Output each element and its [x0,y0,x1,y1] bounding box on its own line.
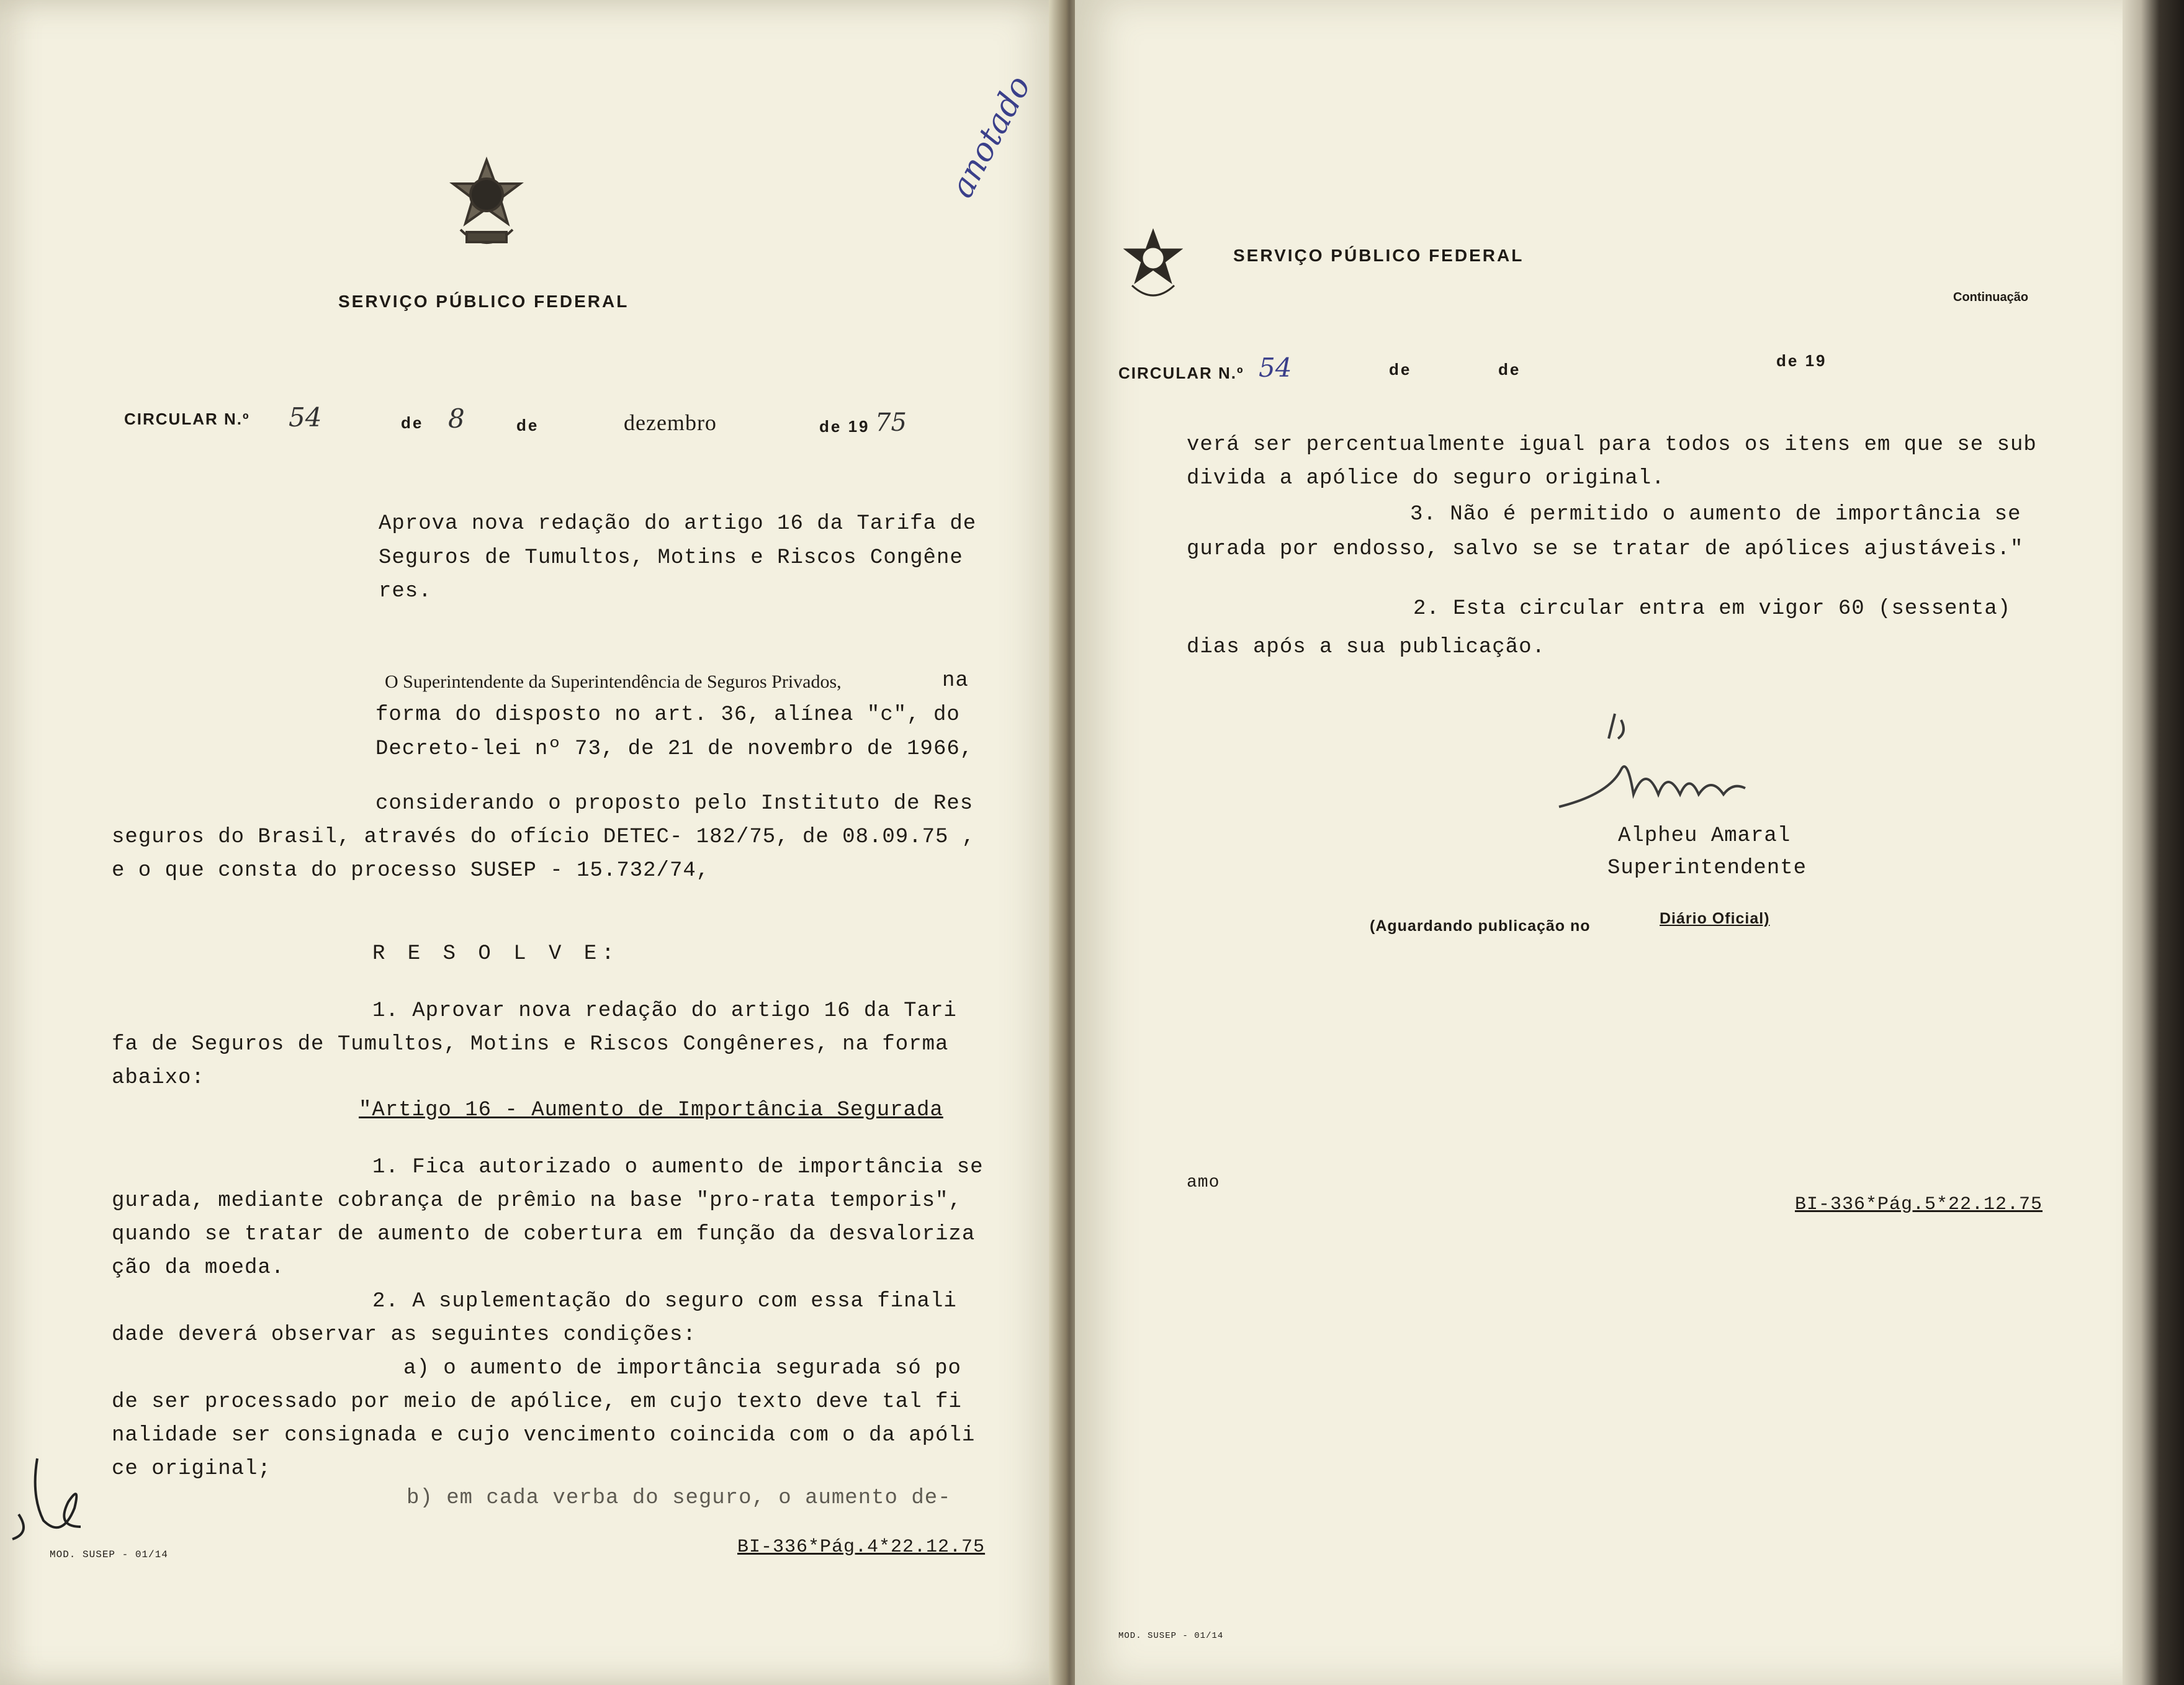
date-month: dezembro [624,410,717,435]
date-de-2: de [516,416,539,434]
date-de-1: de [401,413,424,432]
footer-reference: BI-336*Pág.4*22.12.75 [737,1537,986,1558]
article-p1-line-3: quando se tratar de aumento de cobertura em função da desvaloriza [112,1223,976,1246]
circular-number: 54 [289,402,322,433]
left-page [0,0,1063,1685]
circular-label: CIRCULAR N.º [1118,364,1244,382]
continuation-label: Continuação [1953,290,2029,304]
date-de-2: de [1498,360,1521,379]
handwritten-initials-signature [6,1446,99,1545]
body-line-1: forma do disposto no art. 36, alínea "c", do [375,703,960,727]
typist-initials: amo [1187,1173,1220,1192]
signer-name: Alpheu Amaral [1618,824,1791,848]
resolve-heading: R E S O L V E: [372,942,619,966]
date-de-3: de 19 [1776,351,1827,370]
article-b-line: b) em cada verba do seguro, o aumento de- [407,1486,951,1510]
continued-line-1: verá ser percentualmente igual para todos os itens em que se sub [1187,433,2037,457]
continued-line-2: divida a apólice do seguro original. [1187,467,1665,490]
summary-line-2: Seguros de Tumultos, Motins e Riscos Congêne [379,546,963,570]
coat-of-arms-icon [448,156,525,263]
item3-line-1: 3. Não é permitido o aumento de importância se [1410,503,2021,526]
header-title: SERVIÇO PÚBLICO FEDERAL [338,292,629,311]
item3-line-2: gurada por endosso, salvo se se tratar de apólices ajustáveis." [1187,537,2024,561]
item1-line-3: abaixo: [112,1066,205,1090]
article-p1-line-4: ção da moeda. [112,1256,285,1280]
date-year: 75 [875,408,907,437]
article-p2-line-1: 2. A suplementação do seguro com essa finali [372,1290,957,1313]
article-a-line-3: nalidade ser consignada e cujo vencimento coincida com o da apóli [112,1424,976,1447]
coat-of-arms-icon [1123,228,1183,307]
article-p1-line-2: gurada, mediante cobrança de prêmio na base "pro-rata temporis", [112,1189,962,1213]
date-de-3: de 19 [819,417,870,436]
article-a-line-4: ce original; [112,1457,271,1481]
article-title: "Artigo 16 - Aumento de Importância Segurada [359,1099,943,1122]
signer-title: Superintendente [1607,856,1807,880]
item1-line-1: 1. Aprovar nova redação do artigo 16 da Tari [372,999,957,1023]
considerando-line-3: e o que consta do processo SUSEP - 15.732/74, [112,859,710,883]
item2-line-2: dias após a sua publicação. [1187,636,1545,659]
publication-doc: Diário Oficial) [1660,910,1770,927]
folder-edge [2123,0,2184,1685]
body-line-2: Decreto-lei nº 73, de 21 de novembro de 1966, [375,737,974,761]
date-day: 8 [448,403,465,434]
considerando-line-1: considerando o proposto pelo Instituto de Res [375,792,974,816]
date-de-1: de [1389,360,1412,379]
footer-reference: BI-336*Pág.5*22.12.75 [1795,1194,2043,1215]
header-title: SERVIÇO PÚBLICO FEDERAL [1233,246,1524,265]
intro-text: O Superintendente da Superintendência de Seguros Privados, [385,672,842,692]
item2-line-1: 2. Esta circular entra em vigor 60 (sessenta) [1413,597,2011,621]
considerando-line-2: seguros do Brasil, através do ofício DETEC- 182/75, de 08.09.75 , [112,825,976,849]
right-page [1075,0,2130,1685]
article-a-line-2: de ser processado por meio de apólice, em cujo texto deve tal fi [112,1390,962,1414]
handwritten-annotation: anotado [943,70,1038,204]
item1-line-2: fa de Seguros de Tumultos, Motins e Riscos Congêneres, na forma [112,1033,949,1056]
intro-na: na [942,669,969,693]
article-a-line-1: a) o aumento de importância segurada só po [403,1357,961,1380]
publication-note: (Aguardando publicação no [1370,917,1591,935]
circular-number: 54 [1259,353,1292,383]
summary-line-3: res. [379,580,432,603]
article-p1-line-1: 1. Fica autorizado o aumento de importância se [372,1156,984,1179]
summary-line-1: Aprova nova redação do artigo 16 da Tarifa de [379,512,977,536]
handwritten-signature [1534,701,1758,819]
footer-form-code: MOD. SUSEP - 01/14 [50,1549,168,1560]
footer-form-code: MOD. SUSEP - 01/14 [1118,1631,1224,1641]
article-p2-line-2: dade deverá observar as seguintes condições: [112,1323,696,1347]
circular-label: CIRCULAR N.º [124,410,250,428]
